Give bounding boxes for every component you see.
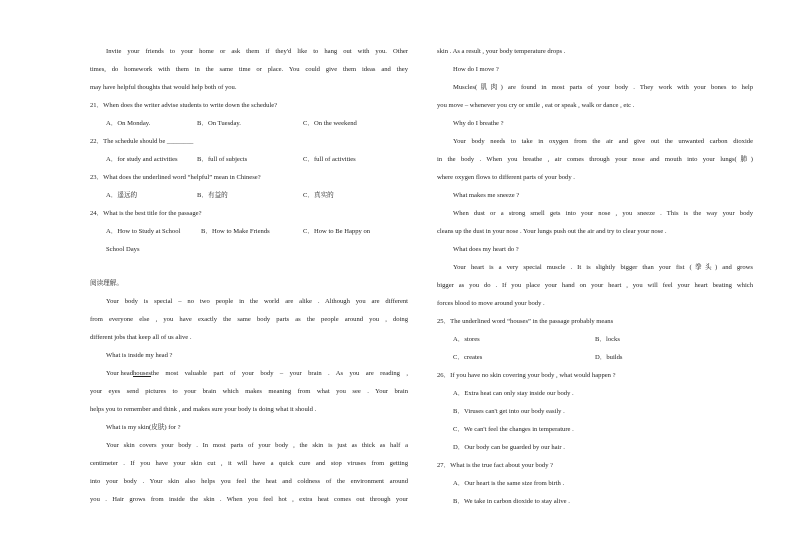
- para-line-houses: [106, 369, 408, 378]
- option-22-c: C．full of activities: [303, 156, 356, 163]
- para-line: your eyes send pictures to your brain which makes meaning from what you see . Your brain: [90, 388, 408, 395]
- option-21-c: C．On the weekend: [303, 120, 357, 127]
- subheading: Why do I breathe ?: [453, 120, 504, 127]
- para-line: you move – whenever you cry or smile , eat or speak , walk or dance , etc .: [437, 102, 635, 109]
- subheading: What is inside my head ?: [106, 352, 173, 359]
- para-line: cleans up the dust in your nose . Your lungs push out the air and try to clear your nose .: [437, 228, 667, 235]
- option-27-b: B．We take in carbon dioxide to stay alive .: [453, 498, 570, 505]
- question-21: 21．When does the writer advise students to write down the schedule?: [90, 102, 278, 109]
- para-line: Muscles(肌肉) are found in most parts of your body . They work with your bones to help: [453, 84, 753, 91]
- option-25-d: D．builds: [595, 354, 623, 361]
- para-line: skin . As a result , your body temperature drops .: [437, 48, 566, 55]
- para-line: may have helpful thoughts that would help both of you.: [90, 84, 237, 91]
- para-line: Your skin covers your body . In most parts of your body , the skin is just as thick as half a: [106, 442, 408, 449]
- option-25-b: B．locks: [595, 336, 620, 343]
- option-23-b: B．有益的: [197, 192, 228, 199]
- subheading: What is my skin(皮肤) for ?: [106, 424, 181, 431]
- option-21-a: A．On Monday.: [106, 120, 151, 127]
- subheading: How do I move ?: [453, 66, 499, 73]
- option-21-b: B．On Tuesday.: [197, 120, 241, 127]
- option-25-a: A．stores: [453, 336, 480, 343]
- option-26-a: A．Extra heat can only stay inside our body .: [453, 390, 574, 397]
- option-24-b: B．How to Make Friends: [201, 228, 270, 235]
- para-line: Your body needs to take in oxygen from the air and give out the unwanted carbon dioxide: [453, 138, 753, 145]
- question-24: 24．What is the best title for the passage?: [90, 210, 202, 217]
- option-26-c: C．We can't feel the changes in temperature .: [453, 426, 574, 433]
- section-title: 阅读理解。: [90, 280, 123, 287]
- para-line: in the body . When you breathe , air comes through your nose and mouth into your lungs(肺): [437, 156, 753, 163]
- option-26-d: D．Our body can be guarded by our hair .: [453, 444, 565, 451]
- option-24-c-cont: School Days: [106, 246, 140, 253]
- para-line: you . Hair grows from inside the skin . When you feel hot , extra heat comes out through your: [90, 496, 408, 503]
- para-line: Invite your friends to your home or ask them if they'd like to hang out with you. Other: [106, 48, 408, 55]
- option-25-c: C．creates: [453, 354, 483, 361]
- para-line: When dust or a strong smell gets into your nose , you sneeze . This is the way your body: [453, 210, 753, 217]
- option-27-a: A．Our heart is the same size from birth .: [453, 480, 565, 487]
- option-23-a: A．遥远的: [106, 192, 138, 199]
- subheading: What does my heart do ?: [453, 246, 519, 253]
- question-27: 27．What is the true fact about your body ?: [437, 462, 554, 469]
- question-25: 25．The underlined word “houses” in the passage probably means: [437, 318, 614, 325]
- para-line: where oxygen flows to different parts of your body .: [437, 174, 575, 181]
- para-line: times, do homework with them in the same time or place. You could give them ideas and they: [90, 66, 408, 73]
- option-22-b: B．full of subjects: [197, 156, 248, 163]
- para-line: helps you to remember and think , and makes sure your body is doing what it should .: [90, 406, 317, 413]
- para-line: bigger as you do . If you place your hand on your heart , you will feel your heart beating which: [437, 282, 753, 289]
- para-line: from everyone else , you have exactly the same body parts as the people around you , doing: [90, 316, 408, 323]
- para-line: forces blood to move around your body .: [437, 300, 545, 307]
- option-24-c: C．How to Be Happy on: [303, 228, 371, 235]
- para-line: into your body . Your skin also helps you feel the heat and coldness of the environment around: [90, 478, 408, 485]
- underlined-word-houses: houses: [133, 370, 151, 377]
- para-text: Your head: [106, 370, 133, 377]
- para-text: the most valuable part of your body – your brain . As you are reading ,: [150, 370, 408, 377]
- question-22: 22．The schedule should be ________: [90, 138, 194, 145]
- option-22-a: A．for study and activities: [106, 156, 178, 163]
- para-line: centimeter . If you have your skin cut , it will have a quick cure and stop viruses from getting: [90, 460, 408, 467]
- option-24-a: A．How to Study at School: [106, 228, 181, 235]
- question-26: 26．If you have no skin covering your body , what would happen ?: [437, 372, 616, 379]
- para-line: Your heart is a very special muscle . It is slightly bigger than your fist (拳头) and grows: [453, 264, 753, 271]
- subheading: What makes me sneeze ?: [453, 192, 520, 199]
- para-line: Your body is special – no two people in the world are alike . Although you are different: [106, 298, 408, 305]
- option-26-b: B．Viruses can't get into our body easily .: [453, 408, 565, 415]
- question-23: 23．What does the underlined word “helpful” mean in Chinese?: [90, 174, 261, 181]
- para-line: different jobs that keep all of us alive .: [90, 334, 192, 341]
- option-23-c: C．真实的: [303, 192, 334, 199]
